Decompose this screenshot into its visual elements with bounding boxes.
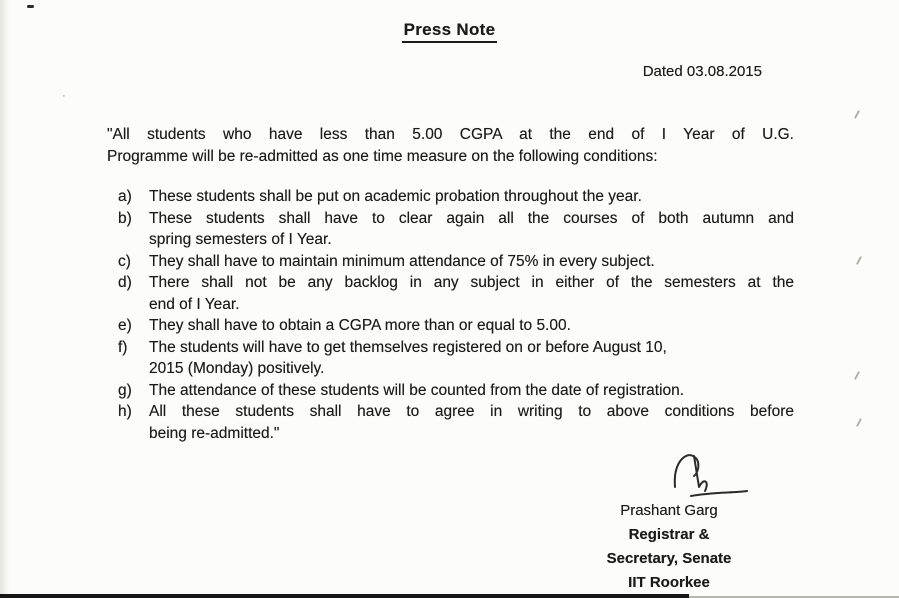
list-item-line: being re-admitted."	[149, 424, 280, 442]
list-item-letter: c)	[118, 252, 131, 270]
list-item	[118, 315, 794, 337]
list-item-letter: e)	[118, 317, 132, 334]
document-date: Dated 03.08.2015	[642, 63, 762, 80]
list-item-letter: f)	[118, 338, 128, 356]
list-item-line: These students shall have to clear again all the courses of both autumn and	[149, 209, 794, 227]
list-item-text	[149, 337, 794, 380]
list-item-text	[149, 186, 794, 208]
signature-block	[555, 447, 783, 595]
list-item	[118, 208, 794, 251]
signatory-org: IIT Roorkee	[628, 574, 710, 591]
page-title: Press Note	[402, 20, 498, 43]
scan-speck	[854, 110, 860, 119]
scan-speck	[856, 418, 862, 427]
intro-line: "All students who have less than 5.00 CGPA at the end of I Year of U.G.	[107, 126, 794, 143]
list-item-letter: a)	[118, 188, 132, 205]
list-item-text	[149, 401, 794, 444]
scan-speck: ·	[62, 90, 66, 102]
signatory-name: Prashant Garg	[620, 502, 718, 519]
list-item-line: end of I Year.	[149, 295, 240, 313]
title-wrap	[0, 20, 899, 43]
list-item	[118, 186, 794, 208]
list-item	[118, 337, 794, 380]
list-item-letter: h)	[118, 403, 132, 420]
list-item-text	[149, 251, 794, 273]
signature-mark	[555, 447, 783, 499]
intro-line: Programme will be re-admitted as one time measure on the following conditions:	[107, 147, 658, 165]
signatory-title: Secretary, Senate	[606, 550, 732, 567]
list-item-letter: b)	[118, 209, 132, 227]
list-item-letter: g)	[118, 381, 132, 399]
scan-speck	[856, 256, 862, 265]
scan-edge-shadow	[0, 0, 9, 598]
intro-paragraph	[107, 124, 794, 167]
list-item-line: These students shall be put on academic probation throughout the year.	[149, 188, 642, 205]
list-item-line: They shall have to maintain minimum attendance of 75% in every subject.	[149, 252, 655, 270]
signatory-title: Registrar &	[628, 526, 710, 543]
handwritten-signature-icon	[659, 447, 749, 499]
list-item-text	[149, 380, 794, 402]
list-item-line: They shall have to obtain a CGPA more than or equal to 5.00.	[149, 317, 571, 334]
list-item-line: All these students shall have to agree in writing to above conditions before	[149, 403, 794, 420]
list-item	[118, 380, 794, 402]
list-item	[118, 251, 794, 273]
scan-speck	[27, 5, 34, 8]
list-item-line: 2015 (Monday) positively.	[149, 360, 325, 377]
list-item	[118, 401, 794, 444]
list-item-text	[149, 208, 794, 251]
list-item-letter: d)	[118, 274, 132, 291]
list-item	[118, 272, 794, 315]
list-item-line: There shall not be any backlog in any subject in either of the semesters at the	[149, 274, 794, 291]
list-item-line: The students will have to get themselves registered on or before August 10,	[149, 338, 667, 356]
scan-speck	[854, 371, 860, 380]
list-item-line: The attendance of these students will be counted from the date of registration.	[149, 381, 685, 399]
list-item-text	[149, 272, 794, 315]
list-item-text	[149, 315, 794, 337]
list-item-line: spring semesters of I Year.	[149, 231, 332, 248]
conditions-list	[118, 186, 794, 444]
